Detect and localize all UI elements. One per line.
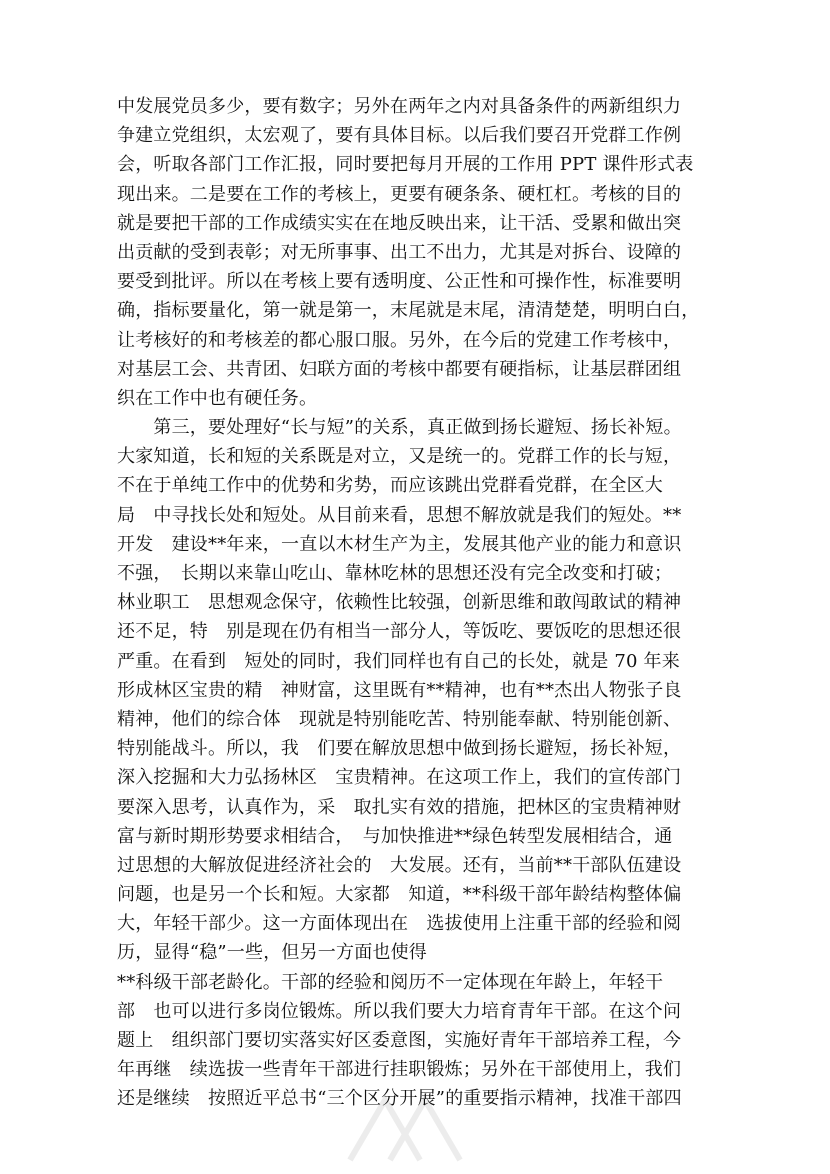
text-line: 让考核好的和考核差的都心服口服。另外，在今后的党建工作考核中，: [117, 329, 682, 351]
text-line: 问题，也是另一个长和短。大家都 知道，**科级干部年龄结构整体偏: [117, 884, 682, 906]
text-line: 不强， 长期以来靠山吃山、靠林吃林的思想还没有完全改变和打破；: [117, 563, 673, 584]
text-line: 题上 组织部门要切实落实好区委意图，实施好青年干部培养工程，今: [117, 1030, 682, 1051]
text-line: 要受到批评。所以在考核上要有透明度、公正性和可操作性，标准要明: [117, 271, 682, 293]
text-line: 严重。在看到 短处的同时，我们同样也有自己的长处，就是 70 年来: [117, 650, 680, 672]
text-line: 要深入思考，认真作为，采 取扎实有效的措施，把林区的宝贵精神财: [117, 796, 682, 818]
text-line: 织在工作中也有硬任务。: [117, 387, 318, 409]
text-line: 中发展党员多少，要有数字；另外在两年之内对具备条件的两新组织力: [117, 96, 682, 117]
text-line: 确，指标要量化，第一就是第一，末尾就是末尾，清清楚楚，明明白白，: [117, 300, 700, 322]
text-line: 不在于单纯工作中的优势和劣势，而应该跳出党群看党群，在全区大: [117, 475, 663, 497]
watermark-logo: [330, 1080, 470, 1170]
text-line: **科级干部老龄化。干部的经验和阅历不一定体现在年龄上，年轻干: [117, 971, 664, 993]
text-line: 就是要把干部的工作成绩实实在在地反映出来，让干活、受累和做出突: [117, 212, 682, 234]
body-text: [117, 92, 723, 1114]
text-line: 过思想的大解放促进经济社会的 大发展。还有，当前**干部队伍建设: [117, 854, 682, 876]
text-line: 林业职工 思想观念保守，依赖性比较强，创新思维和敢闯敢试的精神: [117, 592, 682, 614]
text-line: 对基层工会、共青团、妇联方面的考核中都要有硬指标，让基层群团组: [117, 358, 682, 380]
text-line: 年再继 续选拔一些青年干部进行挂职锻炼；另外在干部使用上，我们: [117, 1059, 682, 1081]
text-line: 历，显得“稳”一些，但另一方面也使得: [117, 942, 428, 964]
text-line: 出贡献的受到表彰；对无所事事、出工不出力，尤其是对拆台、设障的: [117, 241, 682, 263]
text-line: 部 也可以进行多岗位锻炼。所以我们要大力培育青年干部。在这个问: [117, 1000, 682, 1022]
text-line: 大，年轻干部少。这一方面体现出在 选拔使用上注重干部的经验和阅: [117, 913, 682, 935]
text-line: 会，听取各部门工作汇报，同时要把每月开展的工作用 PPT 课件形式表: [117, 154, 694, 176]
text-line: 第三，要处理好“长与短”的关系，真正做到扬长避短、扬长补短。: [117, 417, 682, 439]
text-line: 形成林区宝贵的精 神财富，这里既有**精神，也有**杰出人物张子良: [117, 679, 682, 701]
text-line: 开发 建设**年来，一直以木材生产为主，发展其他产业的能力和意识: [117, 533, 682, 555]
text-line: 精神，他们的综合体 现就是特别能吃苦、特别能奉献、特别能创新、: [117, 708, 682, 730]
text-line: 局 中寻找长处和短处。从目前来看，思想不解放就是我们的短处。**: [117, 504, 682, 526]
text-line: 特别能战斗。所以，我 们要在解放思想中做到扬长避短，扬长补短，: [117, 738, 682, 760]
text-line: 还不足，特 别是现在仍有相当一部分人，等饭吃、要饭吃的思想还很: [117, 621, 682, 643]
text-line: 现出来。二是要在工作的考核上，更要有硬条条、硬杠杠。考核的目的: [117, 183, 682, 205]
text-line: 争建立党组织，太宏观了，要有具体目标。以后我们要召开党群工作例: [117, 125, 682, 147]
text-line: 富与新时期形势要求相结合， 与加快推进**绿色转型发展相结合，通: [117, 825, 673, 847]
text-line: 深入挖掘和大力弘扬林区 宝贵精神。在这项工作上，我们的宣传部门: [117, 767, 682, 789]
text-line: 大家知道，长和短的关系既是对立，又是统一的。党群工作的长与短，: [117, 446, 682, 468]
text-line: 还是继续 按照近平总书“三个区分开展”的重要指示精神，找准干部四: [117, 1088, 682, 1110]
